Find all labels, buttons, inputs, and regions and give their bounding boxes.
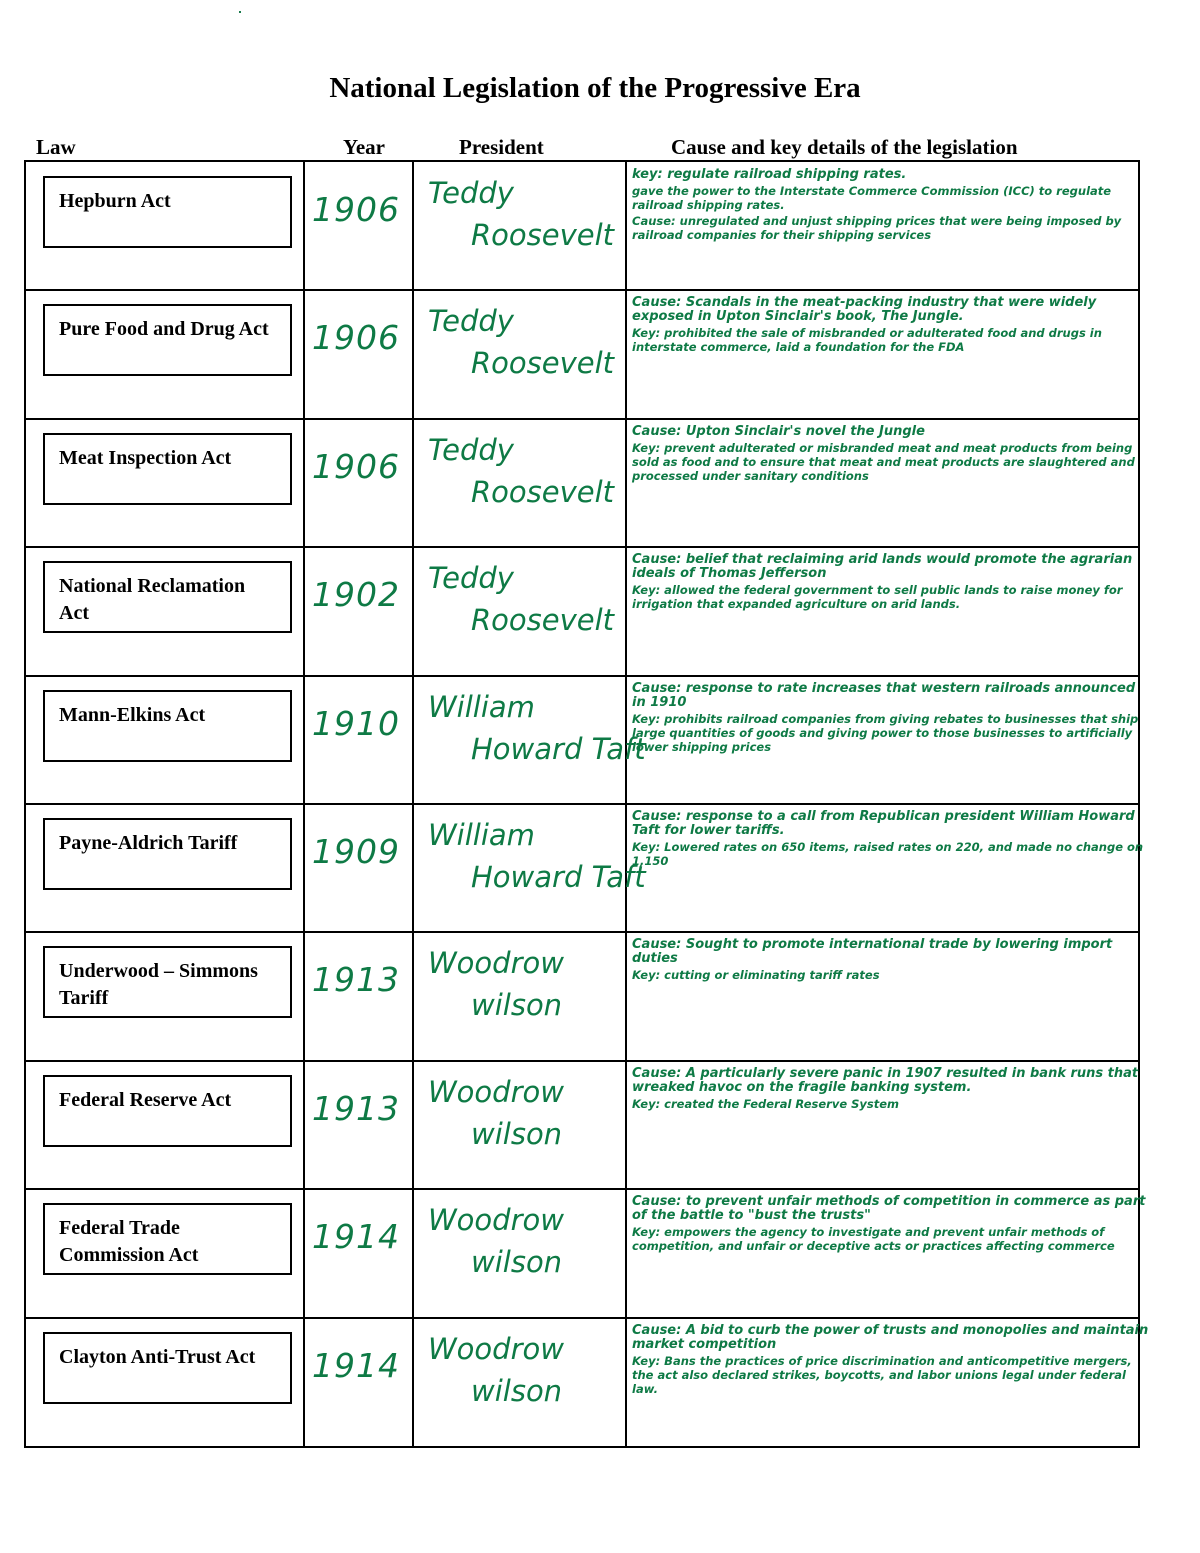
legislation-notes bbox=[632, 1067, 1152, 1113]
note-line: Cause: A bid to curb the power of trusts and monopolies and maintain market competition bbox=[632, 1323, 1149, 1352]
note-line: Key: created the Federal Reserve System bbox=[632, 1097, 900, 1111]
note-line: Cause: unregulated and unjust shipping prices that were being imposed by railroad companies for their shipping services bbox=[632, 214, 1122, 242]
legislation-notes bbox=[632, 1324, 1152, 1398]
row-divider bbox=[26, 1188, 1138, 1190]
year-handwritten: 1906 bbox=[312, 318, 400, 357]
president-second-line: Howard Taft bbox=[471, 860, 646, 894]
president-first-line: Teddy bbox=[428, 433, 514, 467]
note-line: Cause: belief that reclaiming arid lands would promote the agrarian ideals of Thomas Jefferson bbox=[632, 552, 1133, 581]
note-line: Cause: Sought to promote international trade by lowering import duties bbox=[632, 937, 1113, 966]
row-divider bbox=[26, 1317, 1138, 1319]
year-handwritten: 1914 bbox=[312, 1346, 400, 1385]
note-line: Key: Lowered rates on 650 items, raised rates on 220, and made no change on 1,150 bbox=[632, 840, 1144, 868]
row-divider bbox=[26, 546, 1138, 548]
president-first-line: William bbox=[428, 818, 535, 852]
president-first-line: Woodrow bbox=[428, 1332, 564, 1366]
row-divider bbox=[26, 418, 1138, 420]
law-name: Federal Reserve Act bbox=[43, 1075, 292, 1147]
year-handwritten: 1906 bbox=[312, 190, 400, 229]
law-name: Hepburn Act bbox=[43, 176, 292, 248]
note-line: Cause: to prevent unfair methods of competition in commerce as part of the battle to "bust the trusts" bbox=[632, 1194, 1146, 1223]
note-line: key: regulate railroad shipping rates. bbox=[632, 167, 907, 182]
president-first-line: Teddy bbox=[428, 176, 514, 210]
legislation-notes bbox=[632, 296, 1152, 356]
note-line: Cause: response to a call from Republican president William Howard Taft for lower tariffs. bbox=[632, 809, 1135, 838]
note-line: Cause: response to rate increases that western railroads announced in 1910 bbox=[632, 681, 1136, 710]
legislation-notes bbox=[632, 938, 1152, 984]
legislation-notes bbox=[632, 810, 1152, 870]
president-second-line: Roosevelt bbox=[471, 475, 615, 509]
law-name: Pure Food and Drug Act bbox=[43, 304, 292, 376]
president-second-line: wilson bbox=[471, 988, 563, 1022]
president-second-line: wilson bbox=[471, 1374, 563, 1408]
president-first-line: Teddy bbox=[428, 561, 514, 595]
stray-dot bbox=[239, 11, 241, 13]
note-line: Key: prevent adulterated or misbranded meat and meat products from being sold as food and to ensure that meat and meat products are slaughtered and processed under sanitary conditions bbox=[632, 441, 1135, 483]
note-line: Cause: Scandals in the meat-packing industry that were widely exposed in Upton Sinclair's book, The Jungle. bbox=[632, 295, 1097, 324]
year-handwritten: 1913 bbox=[312, 960, 400, 999]
year-handwritten: 1906 bbox=[312, 447, 400, 486]
note-line: Key: cutting or eliminating tariff rates bbox=[632, 968, 880, 982]
row-divider bbox=[26, 289, 1138, 291]
president-first-line: Woodrow bbox=[428, 1075, 564, 1109]
president-second-line: wilson bbox=[471, 1245, 563, 1279]
row-divider bbox=[26, 1060, 1138, 1062]
row-divider bbox=[26, 931, 1138, 933]
year-handwritten: 1909 bbox=[312, 832, 400, 871]
note-line: Key: prohibited the sale of misbranded or adulterated food and drugs in interstate commerce, laid a foundation for the FDA bbox=[632, 326, 1102, 354]
note-line: Key: empowers the agency to investigate and prevent unfair methods of competition, and unfair or deceptive acts or practices affecting commerce bbox=[632, 1225, 1115, 1253]
president-second-line: Roosevelt bbox=[471, 603, 615, 637]
year-handwritten: 1910 bbox=[312, 704, 400, 743]
president-first-line: Teddy bbox=[428, 304, 514, 338]
president-second-line: wilson bbox=[471, 1117, 563, 1151]
header-year: Year bbox=[343, 135, 385, 159]
law-name: Meat Inspection Act bbox=[43, 433, 292, 505]
president-first-line: William bbox=[428, 690, 535, 724]
year-handwritten: 1902 bbox=[312, 575, 400, 614]
president-first-line: Woodrow bbox=[428, 1203, 564, 1237]
row-divider bbox=[26, 675, 1138, 677]
law-name: Mann-Elkins Act bbox=[43, 690, 292, 762]
note-line: Key: prohibits railroad companies from giving rebates to businesses that ship large quantities of goods and giving power to those businesses to artificially lower shipping prices bbox=[632, 712, 1139, 754]
note-line: Key: allowed the federal government to sell public lands to raise money for irrigation that expanded agriculture on arid lands. bbox=[632, 583, 1123, 611]
president-first-line: Woodrow bbox=[428, 946, 564, 980]
header-president: President bbox=[459, 135, 544, 159]
year-handwritten: 1914 bbox=[312, 1217, 400, 1256]
law-name: Federal Trade Commission Act bbox=[43, 1203, 292, 1275]
header-details: Cause and key details of the legislation bbox=[671, 135, 1018, 159]
legislation-notes bbox=[632, 553, 1152, 613]
law-name: Underwood – Simmons Tariff bbox=[43, 946, 292, 1018]
law-name: National Reclamation Act bbox=[43, 561, 292, 633]
legislation-notes bbox=[632, 682, 1152, 756]
legislation-table bbox=[24, 160, 1149, 1448]
legislation-notes bbox=[632, 1195, 1152, 1255]
legislation-notes bbox=[632, 168, 1152, 244]
row-divider bbox=[26, 803, 1138, 805]
page-title: National Legislation of the Progressive Era bbox=[329, 72, 861, 104]
year-handwritten: 1913 bbox=[312, 1089, 400, 1128]
note-line: Key: Bans the practices of price discrimination and anticompetitive mergers, the act also declared strikes, boycotts, and labor unions legal under federal law. bbox=[632, 1354, 1132, 1396]
law-name: Clayton Anti-Trust Act bbox=[43, 1332, 292, 1404]
president-second-line: Roosevelt bbox=[471, 218, 615, 252]
president-second-line: Roosevelt bbox=[471, 346, 615, 380]
president-second-line: Howard Taft bbox=[471, 732, 646, 766]
law-name: Payne-Aldrich Tariff bbox=[43, 818, 292, 890]
note-line: Cause: A particularly severe panic in 1907 resulted in bank runs that wreaked havoc on the fragile banking system. bbox=[632, 1066, 1139, 1095]
note-line: Cause: Upton Sinclair's novel the Jungle bbox=[632, 424, 925, 439]
note-line: gave the power to the Interstate Commerce Commission (ICC) to regulate railroad shipping rates. bbox=[632, 184, 1112, 212]
header-law: Law bbox=[36, 135, 76, 159]
legislation-notes bbox=[632, 425, 1152, 485]
